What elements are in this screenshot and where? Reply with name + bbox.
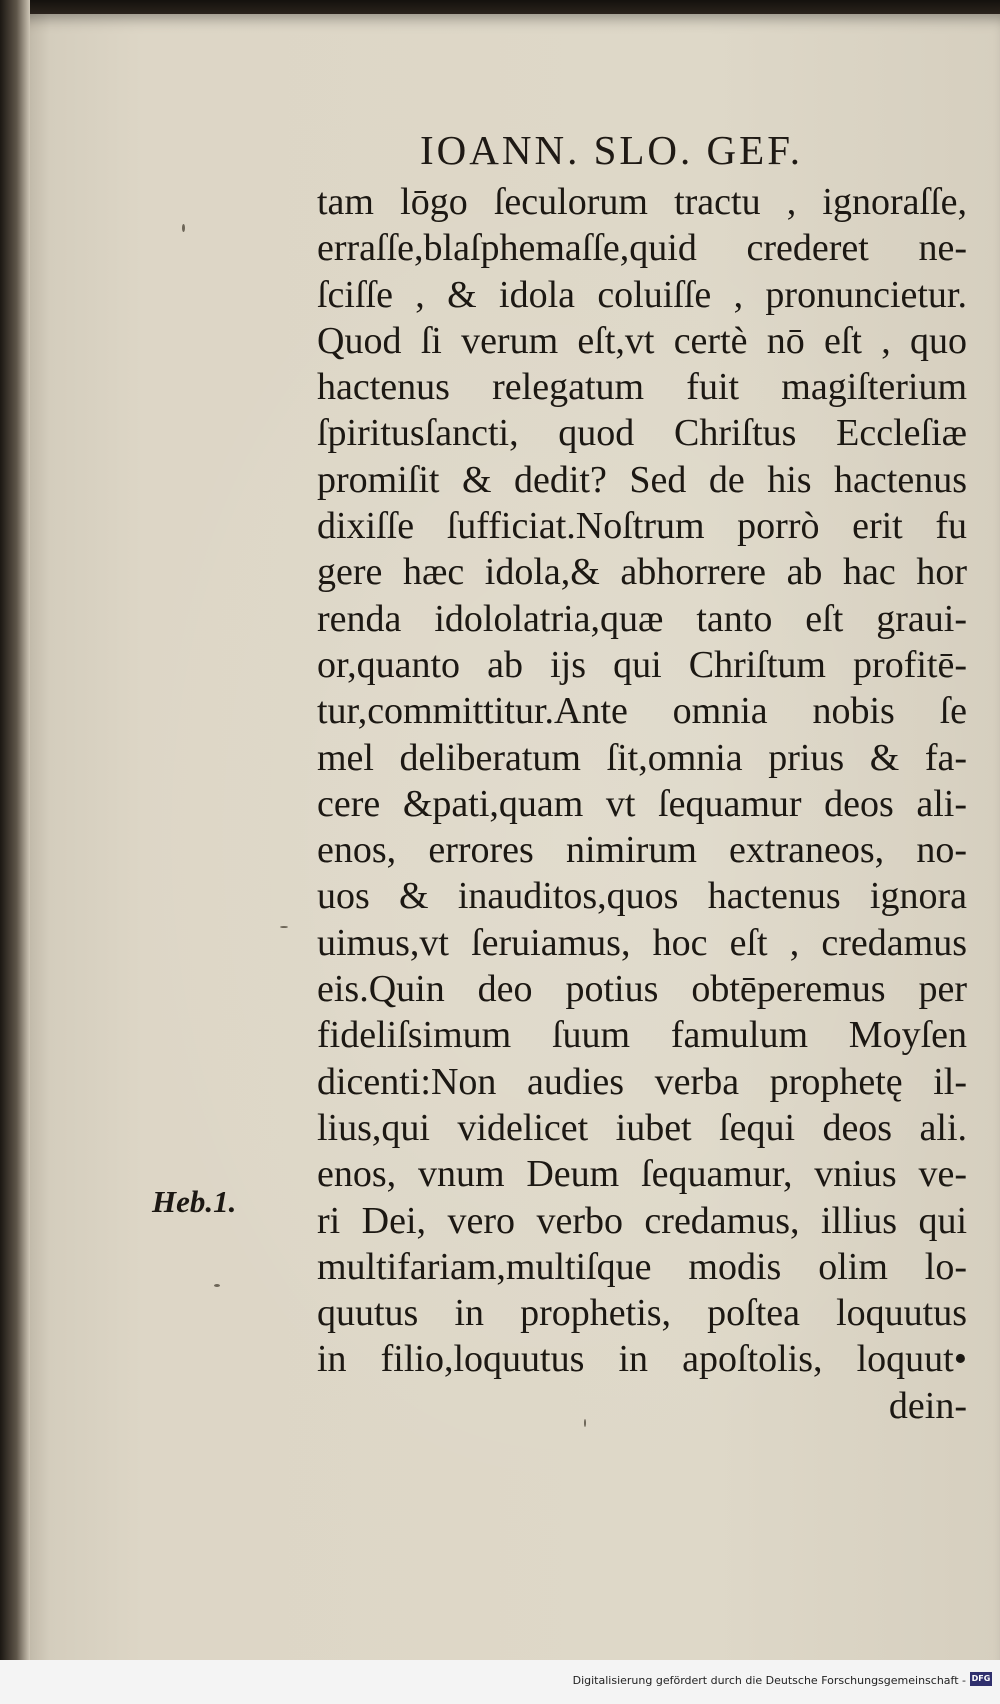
- text-line: or,quanto ab ijs qui Chriſtum profitē-: [317, 643, 967, 686]
- book-spine-shadow: [0, 0, 30, 1704]
- text-line: in filio,loquutus in apoſtolis, loquut•: [317, 1338, 967, 1381]
- text-line: dixiſſe ſufficiat.Noſtrum porrò erit fu: [317, 505, 967, 548]
- text-line: enos, errores nimirum extraneos, no-: [317, 829, 967, 872]
- paper-speck: [584, 1419, 586, 1427]
- text-line: dicenti:Non audies verba prophetę il-: [317, 1060, 967, 1103]
- text-line: renda idololatria,quæ tanto eſt graui-: [317, 597, 967, 640]
- text-line: ſciſſe , & idola coluiſſe , pronuncietur.: [317, 273, 967, 316]
- text-line: eis.Quin deo potius obtēperemus per: [317, 968, 967, 1011]
- text-line: quutus in prophetis, poſtea loquutus: [317, 1292, 967, 1335]
- text-line: cere &pati,quam vt ſequamur deos ali-: [317, 782, 967, 825]
- paper-speck: [280, 926, 288, 928]
- footer-credit: Digitalisierung gefördert durch die Deutsche Forschungsgemeinschaft -: [572, 1674, 966, 1687]
- text-line: ſpiritusſancti, quod Chriſtus Eccleſiæ: [317, 412, 967, 455]
- text-line: fideliſsimum ſuum famulum Moyſen: [317, 1014, 967, 1057]
- text-line: mel deliberatum ſit,omnia prius & fa-: [317, 736, 967, 779]
- text-line: hactenus relegatum fuit magiſterium: [317, 366, 967, 409]
- running-header: IOANN. SLO. GEF.: [420, 127, 803, 173]
- text-line: promiſit & dedit? Sed de his hactenus: [317, 458, 967, 501]
- text-line: gere hæc idola,& abhorrere ab hac hor: [317, 551, 967, 594]
- text-line: tur,committitur.Ante omnia nobis ſe: [317, 690, 967, 733]
- text-line: Quod ſi verum eſt,vt certè nō eſt , quo: [317, 319, 967, 362]
- catchword: dein-: [888, 1384, 967, 1427]
- digitization-footer: [0, 1660, 1000, 1704]
- book-page: [24, 14, 1000, 1660]
- paper-speck: [182, 224, 185, 232]
- text-line: enos, vnum Deum ſequamur, vnius ve-: [317, 1153, 967, 1196]
- text-line: multifariam,multiſque modis olim lo-: [317, 1245, 967, 1288]
- body-text: [317, 179, 967, 1429]
- text-line: erraſſe,blaſphemaſſe,quid crederet ne-: [317, 227, 967, 270]
- text-line: uos & inauditos,quos hactenus ignora: [317, 875, 967, 918]
- dfg-logo: DFG: [970, 1672, 992, 1686]
- text-line: tam lōgo ſeculorum tractu , ignoraſſe,: [317, 181, 967, 223]
- text-line: lius,qui videlicet iubet ſequi deos ali.: [317, 1106, 967, 1149]
- paper-speck: [214, 1284, 220, 1287]
- margin-note: Heb.1.: [152, 1184, 237, 1219]
- text-line: uimus,vt ſeruiamus, hoc eſt , credamus: [317, 921, 967, 964]
- text-line: ri Dei, vero verbo credamus, illius qui: [317, 1199, 967, 1242]
